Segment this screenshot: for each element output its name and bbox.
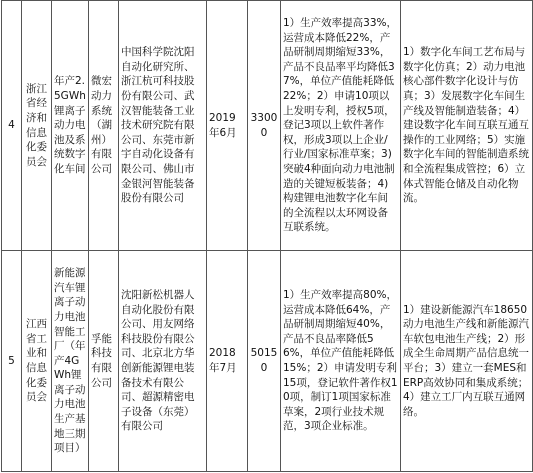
project-table (1, 0, 533, 472)
contents-cell: 1）建设新能源汽车18650动力电池生产线和新能源汽车软包电池生产线；2）形成全生命周期产品信息统一平台；3）建立一套MES和ERP高效协同和集成系统；4）建立工厂内互联互通网络。 (401, 251, 533, 472)
table-row (2, 251, 533, 472)
contents-cell: 1）数字化车间工艺布局与数字化仿真；2）动力电池核心部件数字化设计与仿真；3）发展数字化车间生产线及智能制造装备；4）建设数字化车间互联互通互操作的工业网络；5）实施数字化车间的智能制造系统和全流程集成管控；6）立体式智能仓储及自动化物流。 (401, 1, 533, 251)
partners-cell: 沈阳新松机器人自动化股份有限公司、用友网络科技股份有限公司、北京北方华创新能源锂电装备技术有限公司、超源精密电子设备（东莞）有限公司 (119, 251, 207, 472)
row-index: 4 (2, 1, 22, 251)
targets-cell: 1）生产效率提高80%，运营成本降低64%，产品研制周期缩短40%，产品不良品率降低56%，单位产值能耗降低15%；2）申请发明专利15项，登记软件著作权10项，制订1项国家标准草案，2项行业技术规范，3项企业标准。 (281, 251, 401, 472)
investment-cell: 33000 (248, 1, 281, 251)
company-cell: 微宏动力系统（湖州）有限公司 (89, 1, 119, 251)
row-index: 5 (2, 251, 22, 472)
region-cell: 江西省工业和信息化委员会 (22, 251, 52, 472)
date-cell: 2019年6月 (207, 1, 248, 251)
investment-cell: 50150 (248, 251, 281, 472)
project-name-cell: 新能源汽车锂离子动力电池智能工厂（年产4GWh锂离子动力电池生产基地三期项目） (52, 251, 89, 472)
company-cell: 孚能科技有限公司 (89, 251, 119, 472)
table-row (2, 1, 533, 251)
region-cell: 浙江省经济和信息化委员会 (22, 1, 52, 251)
partners-cell: 中国科学院沈阳自动化研究所、浙江杭可科技股份有限公司、武汉智能装备工业技术研究院有限公司、东莞市新宇自动化设备有限公司、佛山市金银河智能装备股份有限公司 (119, 1, 207, 251)
project-name-cell: 年产2.5GWh锂离子动力电池及系统数字化车间 (52, 1, 89, 251)
date-cell: 2018年7月 (207, 251, 248, 472)
targets-cell: 1）生产效率提高33%，运营成本降低22%，产品研制周期缩短33%，产品不良品率平均降低37%，单位产值能耗降低22%；2）申请10项以上发明专利，授权5项，登记3项以上软件著作权，形成3项以上企业/行业/国家标准草案；3)突破4种面向动力电池制造的关键短板装备；4)构建锂电池数字化车间的全流程以太环网设备互联系统。 (281, 1, 401, 251)
